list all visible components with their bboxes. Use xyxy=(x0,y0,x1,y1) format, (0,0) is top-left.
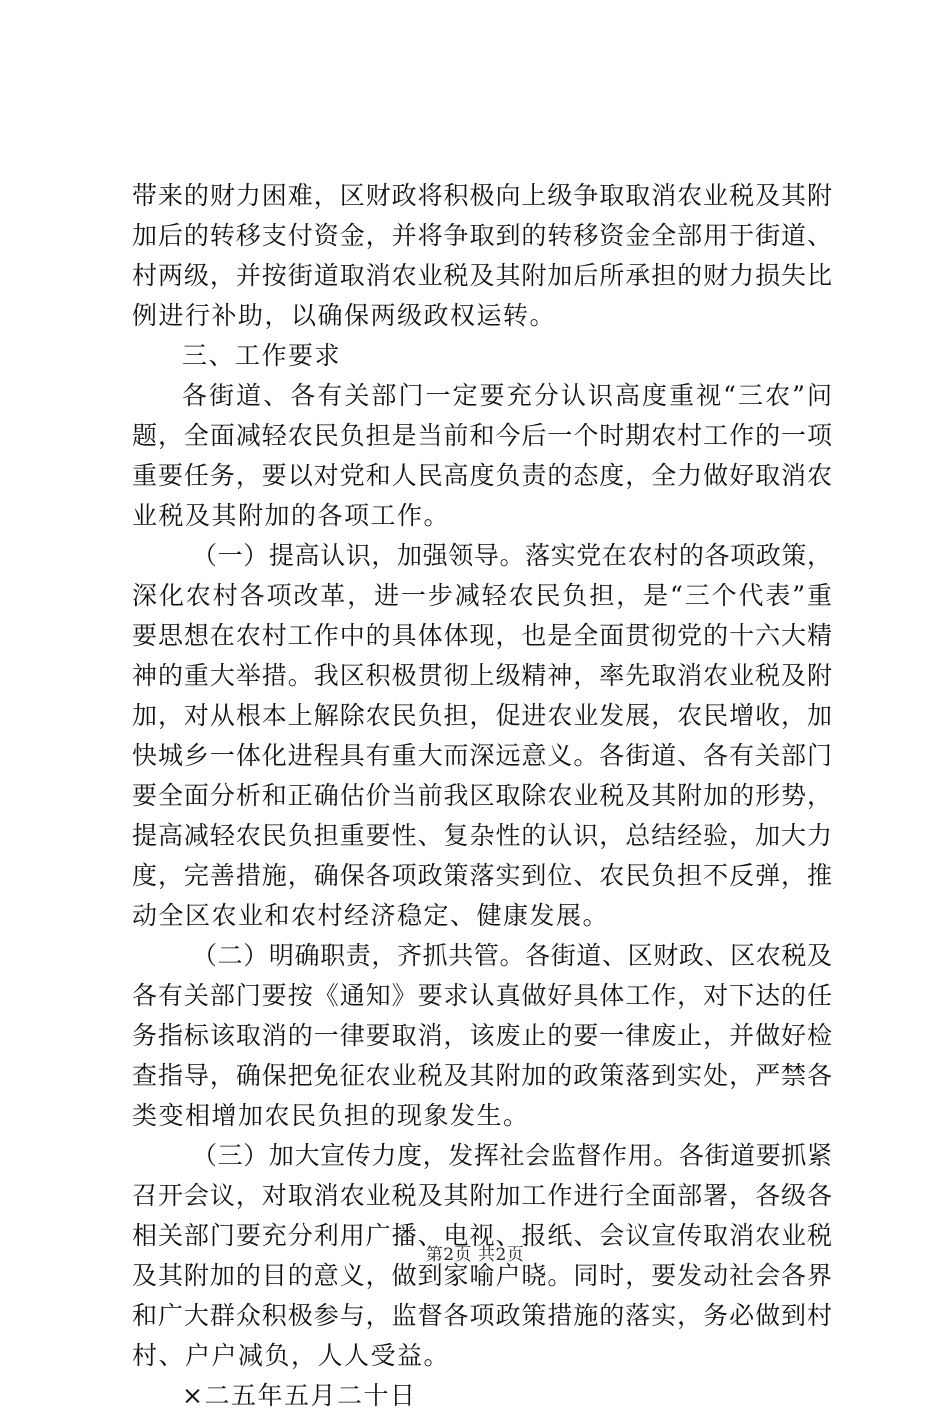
document-body xyxy=(132,176,832,1416)
text-line: 提高减轻农民负担重要性、复杂性的认识，总结经验，加大力 xyxy=(132,821,832,850)
text-line: 相关部门要充分利用广播、电视、报纸、会议宣传取消农业税 xyxy=(132,1221,832,1250)
text-line: 和广大群众积极参与，监督各项政策措施的落实，务必做到村 xyxy=(132,1301,832,1330)
subsection-line: （二）明确职责，齐抓共管。各街道、区财政、区农税及 xyxy=(192,941,832,970)
text-line: 题，全面减轻农民负担是当前和今后一个时期农村工作的一项 xyxy=(132,421,832,450)
page-number-footer: 第2页 共2页 xyxy=(425,1245,525,1265)
text-line: 各有关部门要按《通知》要求认真做好具体工作，对下达的任 xyxy=(132,981,832,1010)
text-line: 动全区农业和农村经济稳定、健康发展。 xyxy=(132,901,610,930)
text-line: 各街道、各有关部门一定要充分认识高度重视“三农”问 xyxy=(182,381,832,410)
text-line: 要思想在农村工作中的具体体现，也是全面贯彻党的十六大精 xyxy=(132,621,832,650)
text-line: 及其附加的目的意义，做到家喻户晓。同时，要发动社会各界 xyxy=(132,1261,832,1290)
text-line: 重要任务，要以对党和人民高度负责的态度，全力做好取消农 xyxy=(132,461,832,490)
text-line: 查指导，确保把免征农业税及其附加的政策落到实处，严禁各 xyxy=(132,1061,832,1090)
text-line: 业税及其附加的各项工作。 xyxy=(132,501,451,530)
text-line: 度，完善措施，确保各项政策落实到位、农民负担不反弹，推 xyxy=(132,861,832,890)
text-line: 召开会议，对取消农业税及其附加工作进行全面部署，各级各 xyxy=(132,1181,832,1210)
section-heading: 三、工作要求 xyxy=(182,341,342,370)
text-line: 带来的财力困难，区财政将积极向上级争取取消农业税及其附 xyxy=(132,181,832,210)
text-line: 深化农村各项改革，进一步减轻农民负担，是“三个代表”重 xyxy=(132,581,832,610)
text-line: 例进行补助，以确保两级政权运转。 xyxy=(132,301,557,330)
subsection-line: （一）提高认识，加强领导。落实党在农村的各项政策， xyxy=(192,541,832,570)
text-line: 村、户户减负，人人受益。 xyxy=(132,1341,451,1370)
text-line: 神的重大举措。我区积极贯彻上级精神，率先取消农业税及附 xyxy=(132,661,832,690)
date-line: ×二五年五月二十日 xyxy=(182,1381,417,1410)
text-line: 快城乡一体化进程具有重大而深远意义。各街道、各有关部门 xyxy=(132,741,832,770)
text-line: 务指标该取消的一律要取消，该废止的要一律废止，并做好检 xyxy=(132,1021,832,1050)
text-line: 类变相增加农民负担的现象发生。 xyxy=(132,1101,530,1130)
subsection-line: （三）加大宣传力度，发挥社会监督作用。各街道要抓紧 xyxy=(192,1141,832,1170)
text-line: 村两级，并按街道取消农业税及其附加后所承担的财力损失比 xyxy=(132,261,832,290)
text-line: 加后的转移支付资金，并将争取到的转移资金全部用于街道、 xyxy=(132,221,832,250)
text-line: 加，对从根本上解除农民负担，促进农业发展，农民增收，加 xyxy=(132,701,832,730)
text-line: 要全面分析和正确估价当前我区取除农业税及其附加的形势， xyxy=(132,781,832,810)
